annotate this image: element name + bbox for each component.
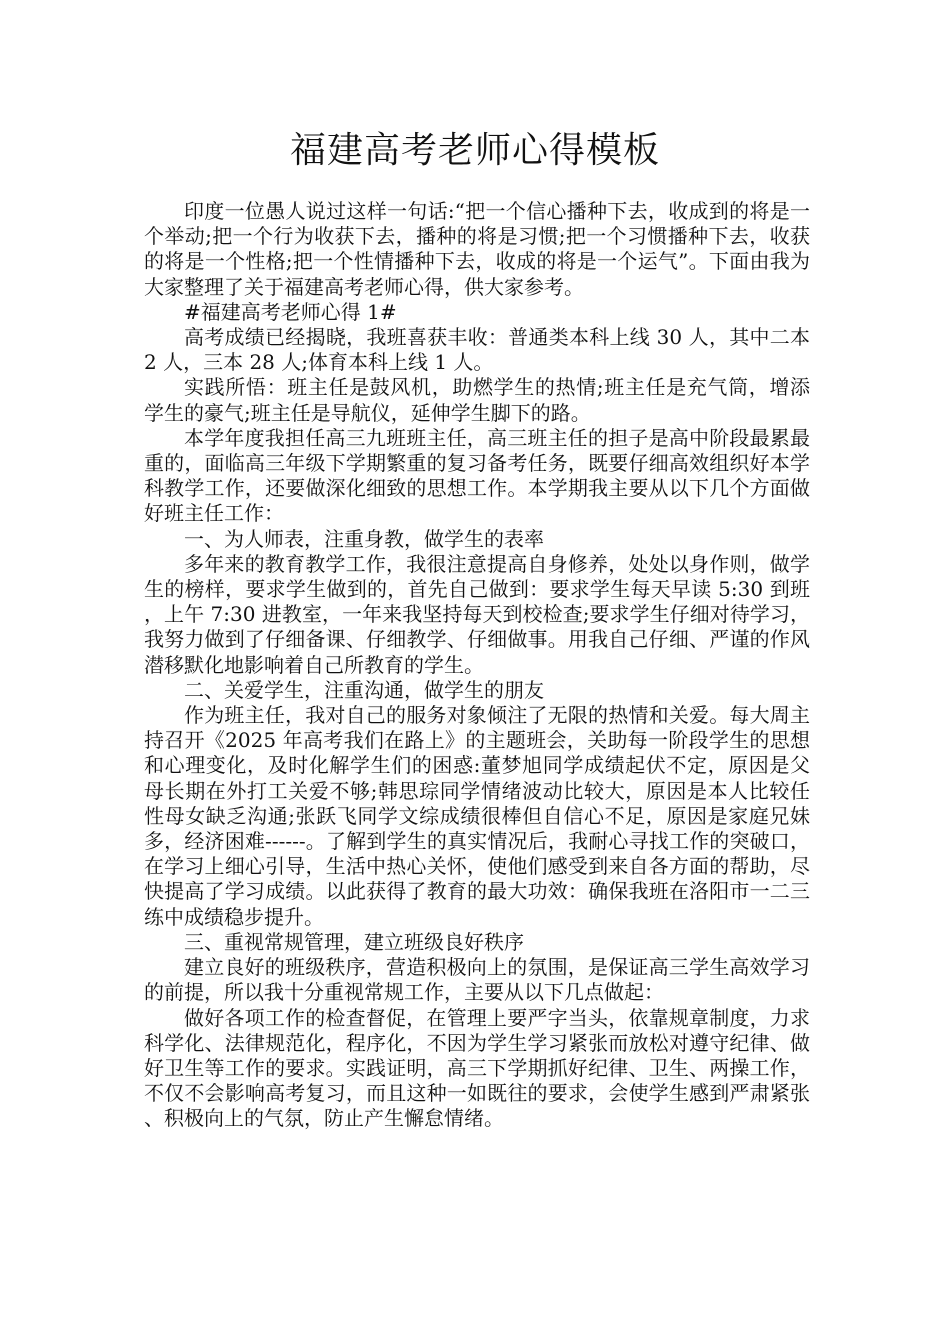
heading-part-three: 三、重视常规管理，建立班级良好秩序 [184, 929, 524, 954]
heading-part-one: 一、为人师表，注重身教，做学生的表率 [184, 526, 544, 551]
paragraph-part-two: 作为班主任，我对自己的服务对象倾注了无限的热情和关爱。每大周主持召开《2025 年高考我们在路上》的主题班会，关助每一阶段学生的思想和心理变化，及时化解学生们的困惑:董梦旭同学成绩起伏不定，原因是父母长期在外打工关爱不够;韩思琮同学情绪波动比较大，原因是本人比较任性母女缺乏沟通;张跃飞同学文综成绩很棒但自信心不足，原因是家庭兄妹多，经济困难------。了解到学生的真实情况后，我耐心寻找工作的突破口，在学习上细心引导，生活中热心关怀，使他们感受到来自各方面的帮助，尽快提高了学习成绩。以此获得了教育的最大功效：确保我班在洛阳市一二三练中成绩稳步提升。 [144, 703, 810, 929]
paragraph-overview: 本学年度我担任高三九班班主任，高三班主任的担子是高中阶段最累最重的，面临高三年级下学期繁重的复习备考任务，既要仔细高效组织好本学科教学工作，还要做深化细致的思想工作。本学期我主要从以下几个方面做好班主任工作： [144, 425, 810, 526]
paragraph-section-tag: #福建高考老师心得 1# [184, 299, 397, 324]
paragraph-part-one: 多年来的教育教学工作，我很注意提高自身修养，处处以身作则，做学生的榜样，要求学生做到的，首先自己做到：要求学生每天早读 5:30 到班，上午 7:30 进教室，一年来我坚持每天到校检查;要求学生仔细对待学习，我努力做到了仔细备课、仔细教学、仔细做事。用我自己仔细、严谨的作风潜移默化地影响着自己所教育的学生。 [144, 551, 810, 677]
heading-part-two: 二、关爱学生，注重沟通，做学生的朋友 [184, 677, 544, 702]
document-body [144, 199, 810, 1132]
paragraph-intro: 印度一位愚人说过这样一句话:“把一个信心播种下去，收成到的将是一个举动;把一个行为收获下去，播种的将是习惯;把一个习惯播种下去，收获的将是一个性格;把一个性情播种下去，收成的将是一个运气”。下面由我为大家整理了关于福建高考老师心得，供大家参考。 [144, 199, 810, 299]
paragraph-insight: 实践所悟：班主任是鼓风机，助燃学生的热情;班主任是充气筒，增添学生的豪气;班主任是导航仪，延伸学生脚下的路。 [144, 375, 810, 425]
paragraph-part-three: 建立良好的班级秩序，营造积极向上的氛围，是保证高三学生高效学习的前提，所以我十分重视常规工作，主要从以下几点做起： [144, 955, 810, 1005]
paragraph-part-three-detail: 做好各项工作的检查督促，在管理上要严字当头，依靠规章制度，力求科学化、法律规范化，程序化，不因为学生学习紧张而放松对遵守纪律、做好卫生等工作的要求。实践证明，高三下学期抓好纪律、卫生、两操工作，不仅不会影响高考复习，而且这种一如既往的要求，会使学生感到严肃紧张、积极向上的气氛，防止产生懈怠情绪。 [144, 1005, 810, 1131]
document-title: 福建高考老师心得模板 [289, 130, 660, 171]
paragraph-results: 高考成绩已经揭晓，我班喜获丰收：普通类本科上线 30 人，其中二本 2 人，三本 28 人;体育本科上线 1 人。 [144, 325, 810, 375]
